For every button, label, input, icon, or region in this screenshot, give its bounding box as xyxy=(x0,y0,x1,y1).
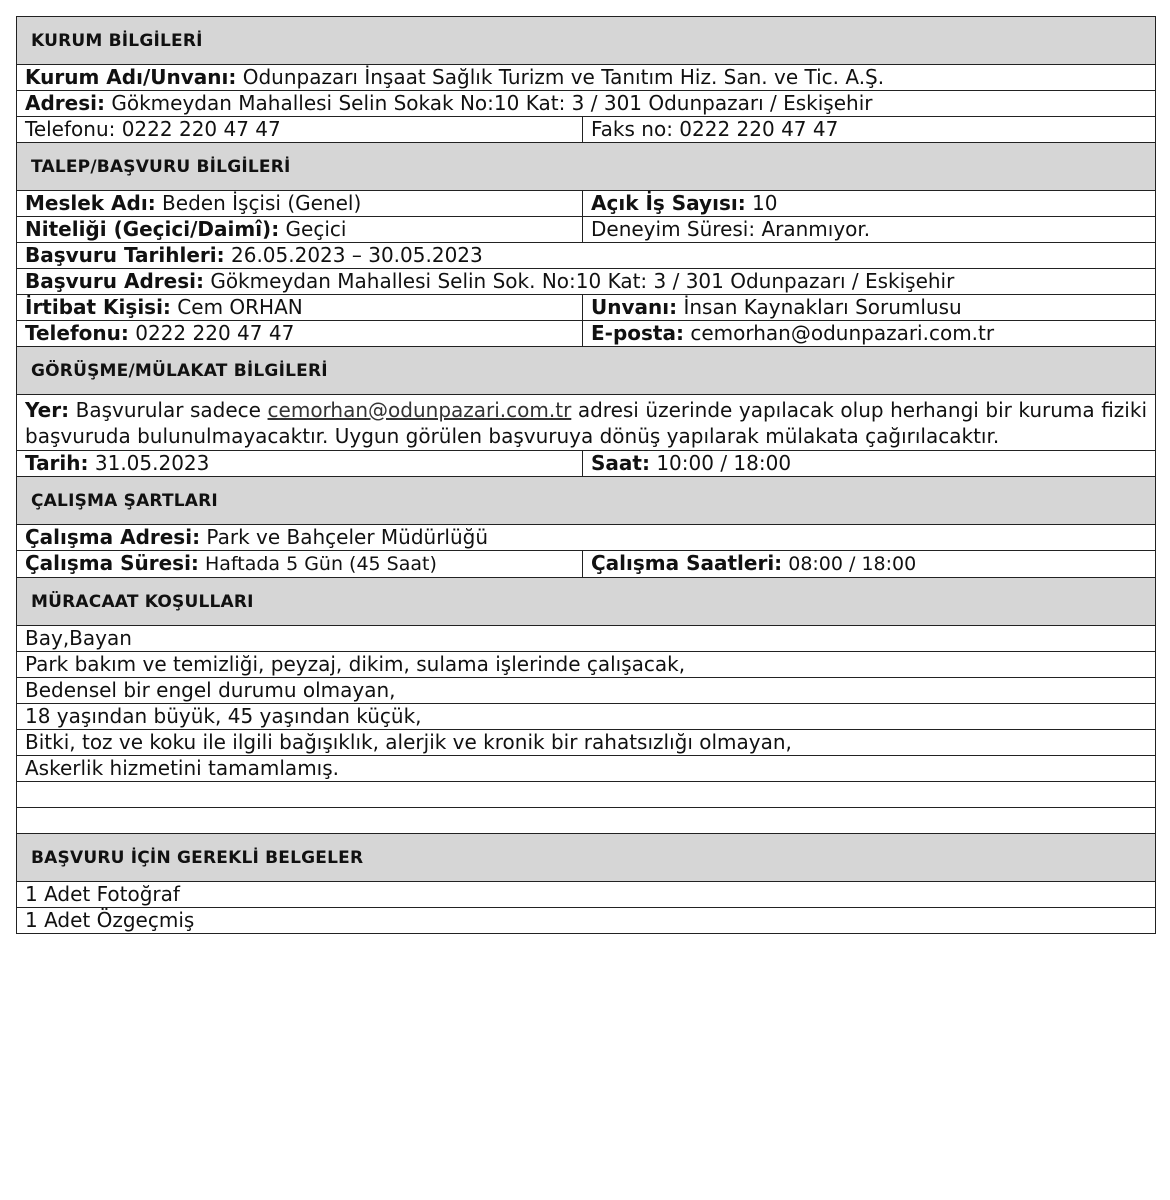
job-posting-form xyxy=(16,16,1156,934)
row-yer xyxy=(17,395,1155,451)
calisma-saatleri-value: 08:00 / 18:00 xyxy=(782,553,917,575)
basvuru-adresi-label: Başvuru Adresi: xyxy=(25,269,204,293)
saat-value: 10:00 / 18:00 xyxy=(649,451,792,475)
row-basvuru-tarihleri xyxy=(17,243,1155,269)
kurum-telefon: Telefonu: 0222 220 47 47 xyxy=(17,117,583,142)
calisma-adresi-label: Çalışma Adresi: xyxy=(25,525,201,549)
list-item xyxy=(17,704,1155,730)
kosul-item: Bitki, toz ve koku ile ilgili bağışıklık, alerjik ve kronik bir rahatsızlığı olmayan, xyxy=(25,730,792,754)
basvuru-tarihleri-value: 26.05.2023 – 30.05.2023 xyxy=(224,243,483,267)
section-header-talep: TALEP/BAŞVURU BİLGİLERİ xyxy=(17,143,1155,191)
row-kurum-adi xyxy=(17,65,1155,91)
section-header-muracaat: MÜRACAAT KOŞULLARI xyxy=(17,578,1155,626)
section-header-calisma: ÇALIŞMA ŞARTLARI xyxy=(17,477,1155,525)
row-irtibat xyxy=(17,295,1155,321)
kurum-adi-label: Kurum Adı/Unvanı: xyxy=(25,65,237,89)
irtibat-value: Cem ORHAN xyxy=(170,295,303,319)
meslek-label: Meslek Adı: xyxy=(25,191,156,215)
list-item xyxy=(17,908,1155,934)
saat-label: Saat: xyxy=(591,451,650,475)
list-item xyxy=(17,756,1155,782)
belge-item: 1 Adet Fotoğraf xyxy=(25,882,180,906)
empty-row xyxy=(17,782,1155,808)
calisma-suresi-label: Çalışma Süresi: xyxy=(25,551,199,575)
list-item xyxy=(17,678,1155,704)
calisma-adresi-value: Park ve Bahçeler Müdürlüğü xyxy=(200,525,489,549)
acik-is-value: 10 xyxy=(745,191,778,215)
kurum-adi-value: Odunpazarı İnşaat Sağlık Turizm ve Tanıtım Hiz. San. ve Tic. A.Ş. xyxy=(236,65,885,89)
yer-text-end: adresi üzerinde yapılacak olup herhangi bir kuruma fiziki başvuruda bulunulmayacaktır. Uygun görülen başvuruya dönüş yapılarak mülakata çağırılacaktır. xyxy=(25,398,1148,448)
nitelik-label: Niteliği (Geçici/Daimî): xyxy=(25,217,280,241)
calisma-suresi-value: Haftada 5 Gün (45 Saat) xyxy=(198,553,437,575)
list-item xyxy=(17,652,1155,678)
section-header-gorusme: GÖRÜŞME/MÜLAKAT BİLGİLERİ xyxy=(17,347,1155,395)
yer-text-start: Başvurular sadece xyxy=(69,398,268,422)
eposta-label: E-posta: xyxy=(591,321,684,345)
row-meslek xyxy=(17,191,1155,217)
nitelik-value: Geçici xyxy=(279,217,347,241)
basvuru-tarihleri-label: Başvuru Tarihleri: xyxy=(25,243,225,267)
row-calisma-adresi xyxy=(17,525,1155,551)
kosul-item: Askerlik hizmetini tamamlamış. xyxy=(25,756,340,780)
row-mulakat-zaman xyxy=(17,451,1155,477)
meslek-value: Beden İşçisi (Genel) xyxy=(155,191,362,215)
row-kurum-telefon xyxy=(17,117,1155,143)
acik-is-label: Açık İş Sayısı: xyxy=(591,191,746,215)
eposta-value: cemorhan@odunpazari.com.tr xyxy=(683,321,995,345)
tarih-label: Tarih: xyxy=(25,451,89,475)
list-item xyxy=(17,882,1155,908)
deneyim-suresi: Deneyim Süresi: Aranmıyor. xyxy=(591,217,871,241)
empty-row xyxy=(17,808,1155,834)
kosul-item: Bay,Bayan xyxy=(25,626,132,650)
kosul-item: Park bakım ve temizliği, peyzaj, dikim, sulama işlerinde çalışacak, xyxy=(25,652,686,676)
calisma-saatleri-label: Çalışma Saatleri: xyxy=(591,551,783,575)
belge-item: 1 Adet Özgeçmiş xyxy=(25,908,195,932)
section-header-belgeler: BAŞVURU İÇİN GEREKLİ BELGELER xyxy=(17,834,1155,882)
kosul-item: Bedensel bir engel durumu olmayan, xyxy=(25,678,396,702)
list-item xyxy=(17,730,1155,756)
telefon-label: Telefonu: xyxy=(25,321,129,345)
tarih-value: 31.05.2023 xyxy=(88,451,210,475)
kurum-faks: Faks no: 0222 220 47 47 xyxy=(591,117,839,141)
row-basvuru-adresi xyxy=(17,269,1155,295)
row-kurum-adres xyxy=(17,91,1155,117)
yer-label: Yer: xyxy=(25,398,70,422)
kurum-adres-label: Adresi: xyxy=(25,91,105,115)
unvan-value: İnsan Kaynakları Sorumlusu xyxy=(677,295,962,319)
kosul-item: 18 yaşından büyük, 45 yaşından küçük, xyxy=(25,704,422,728)
telefon-value: 0222 220 47 47 xyxy=(128,321,295,345)
row-iletisim xyxy=(17,321,1155,347)
row-nitelik xyxy=(17,217,1155,243)
basvuru-adresi-value: Gökmeydan Mahallesi Selin Sok. No:10 Kat: 3 / 301 Odunpazarı / Eskişehir xyxy=(203,269,955,293)
irtibat-label: İrtibat Kişisi: xyxy=(25,295,171,319)
row-calisma-suresi xyxy=(17,551,1155,578)
list-item xyxy=(17,626,1155,652)
unvan-label: Unvanı: xyxy=(591,295,678,319)
section-header-kurum: KURUM BİLGİLERİ xyxy=(17,17,1155,65)
email-link[interactable]: cemorhan@odunpazari.com.tr xyxy=(267,398,572,422)
kurum-adres-value: Gökmeydan Mahallesi Selin Sokak No:10 Kat: 3 / 301 Odunpazarı / Eskişehir xyxy=(104,91,873,115)
